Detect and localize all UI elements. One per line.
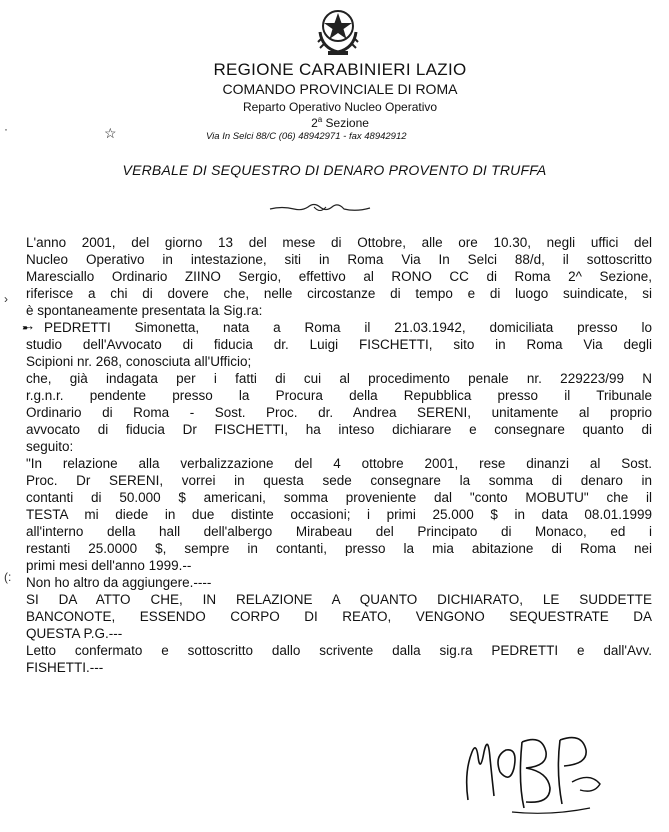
body-line: primi mesi dell'anno 1999.-- [26, 558, 192, 573]
body-line: riferisce a chi di dovere che, nelle circostanze di tempo e di luogo suindicate, si [26, 286, 652, 301]
body-line: L'anno 2001, del giorno 13 del mese di Ottobre, alle ore 10.30, negli uffici del [26, 235, 652, 250]
body-line: studio dell'Avvocato di fiducia dr. Luigi FISCHETTI, sito in Roma Via degli [26, 337, 652, 352]
body-line: seguito: [26, 439, 74, 454]
header-section [140, 115, 540, 130]
body-line: Maresciallo Ordinario ZIINO Sergio, effettivo al RONO CC di Roma 2^ Sezione, [26, 269, 652, 284]
body-line: Scipioni nr. 268, conosciuta all'Ufficio; [26, 354, 252, 369]
section-superscript: a [317, 115, 323, 124]
body-line: avvocato di fiducia Dr FISCHETTI, ha inteso dichiarare e consegnare quanto di [26, 422, 652, 437]
body-line: Nucleo Operativo in intestazione, siti in Roma Via In Selci 88/d, il sottoscritto [26, 252, 652, 267]
header-line-1: REGIONE CARABINIERI LAZIO [213, 60, 467, 79]
body-line: r.g.n.r. pendente presso la Procura della Repubblica presso il Tribunale [26, 388, 652, 403]
body-line: Non ho altro da aggiungere.---- [26, 575, 212, 590]
body-line: PEDRETTI Simonetta, nata a Roma il 21.03.1942, domiciliata presso lo [44, 320, 652, 335]
body-line-bullet [22, 319, 652, 336]
body-line: Proc. Dr SERENI, vorrei in questa sede consegnare la somma di denaro in [26, 473, 652, 488]
header-line-2: COMANDO PROVINCIALE DI ROMA [222, 81, 458, 97]
body-line: SI DA ATTO CHE, IN RELAZIONE A QUANTO DICHIARATO, LE SUDDETTE [26, 592, 652, 607]
section-word: Sezione [325, 116, 369, 130]
body-line: contanti di 50.000 $ americani, somma proveniente dal "conto MOBUTU" che il [26, 490, 652, 505]
body-line: restanti 25.0000 $, sempre in contanti, presso la mia abitazione di Roma nei [26, 541, 652, 556]
header-line-3: Reparto Operativo Nucleo Operativo [242, 100, 438, 114]
body-line: FISHETTI.--- [26, 660, 104, 675]
body-line: "In relazione alla verbalizzazione del 4 ottobre 2001, rese dinanzi al Sost. [26, 456, 652, 471]
republic-emblem-icon [314, 4, 362, 58]
body-line: che, già indagata per i fatti di cui al procedimento penale nr. 229223/99 N [26, 371, 652, 386]
handwritten-signature-icon [460, 712, 610, 822]
document-body [22, 234, 652, 676]
document-title: VERBALE DI SEQUESTRO DI DENARO PROVENTO DI TRUFFA [122, 162, 547, 178]
body-line: TESTA mi diede in due distinte occasioni; i primi 25.000 $ in data 08.01.1999 [26, 507, 652, 522]
body-line: all'interno della hall dell'albergo Mirabeau del Principato di Monaco, ed i [26, 524, 652, 539]
header-address: Via In Selci 88/C (06) 48942971 - fax 48942912 [206, 131, 407, 142]
body-line: Ordinario di Roma - Sost. Proc. dr. Andrea SERENI, unitamente al proprio [26, 405, 652, 420]
section-number: 2 [311, 116, 318, 130]
body-line: QUESTA P.G.--- [26, 626, 123, 641]
star-icon: ☆ [104, 125, 117, 141]
arrow-bullet-icon: ➸ [22, 320, 34, 335]
margin-mark-icon: (: [4, 570, 12, 584]
margin-mark-icon: · [4, 122, 8, 136]
body-line: BANCONOTE, ESSENDO CORPO DI REATO, VENGONO SEQUESTRATE DA [26, 609, 652, 624]
margin-mark-icon: › [4, 292, 8, 306]
body-line: è spontaneamente presentata la Sig.ra: [26, 303, 263, 318]
body-line: Letto confermato e sottoscritto dallo scrivente dalla sig.ra PEDRETTI e dall'Avv. [26, 643, 652, 658]
decorative-flourish-icon [268, 200, 372, 216]
